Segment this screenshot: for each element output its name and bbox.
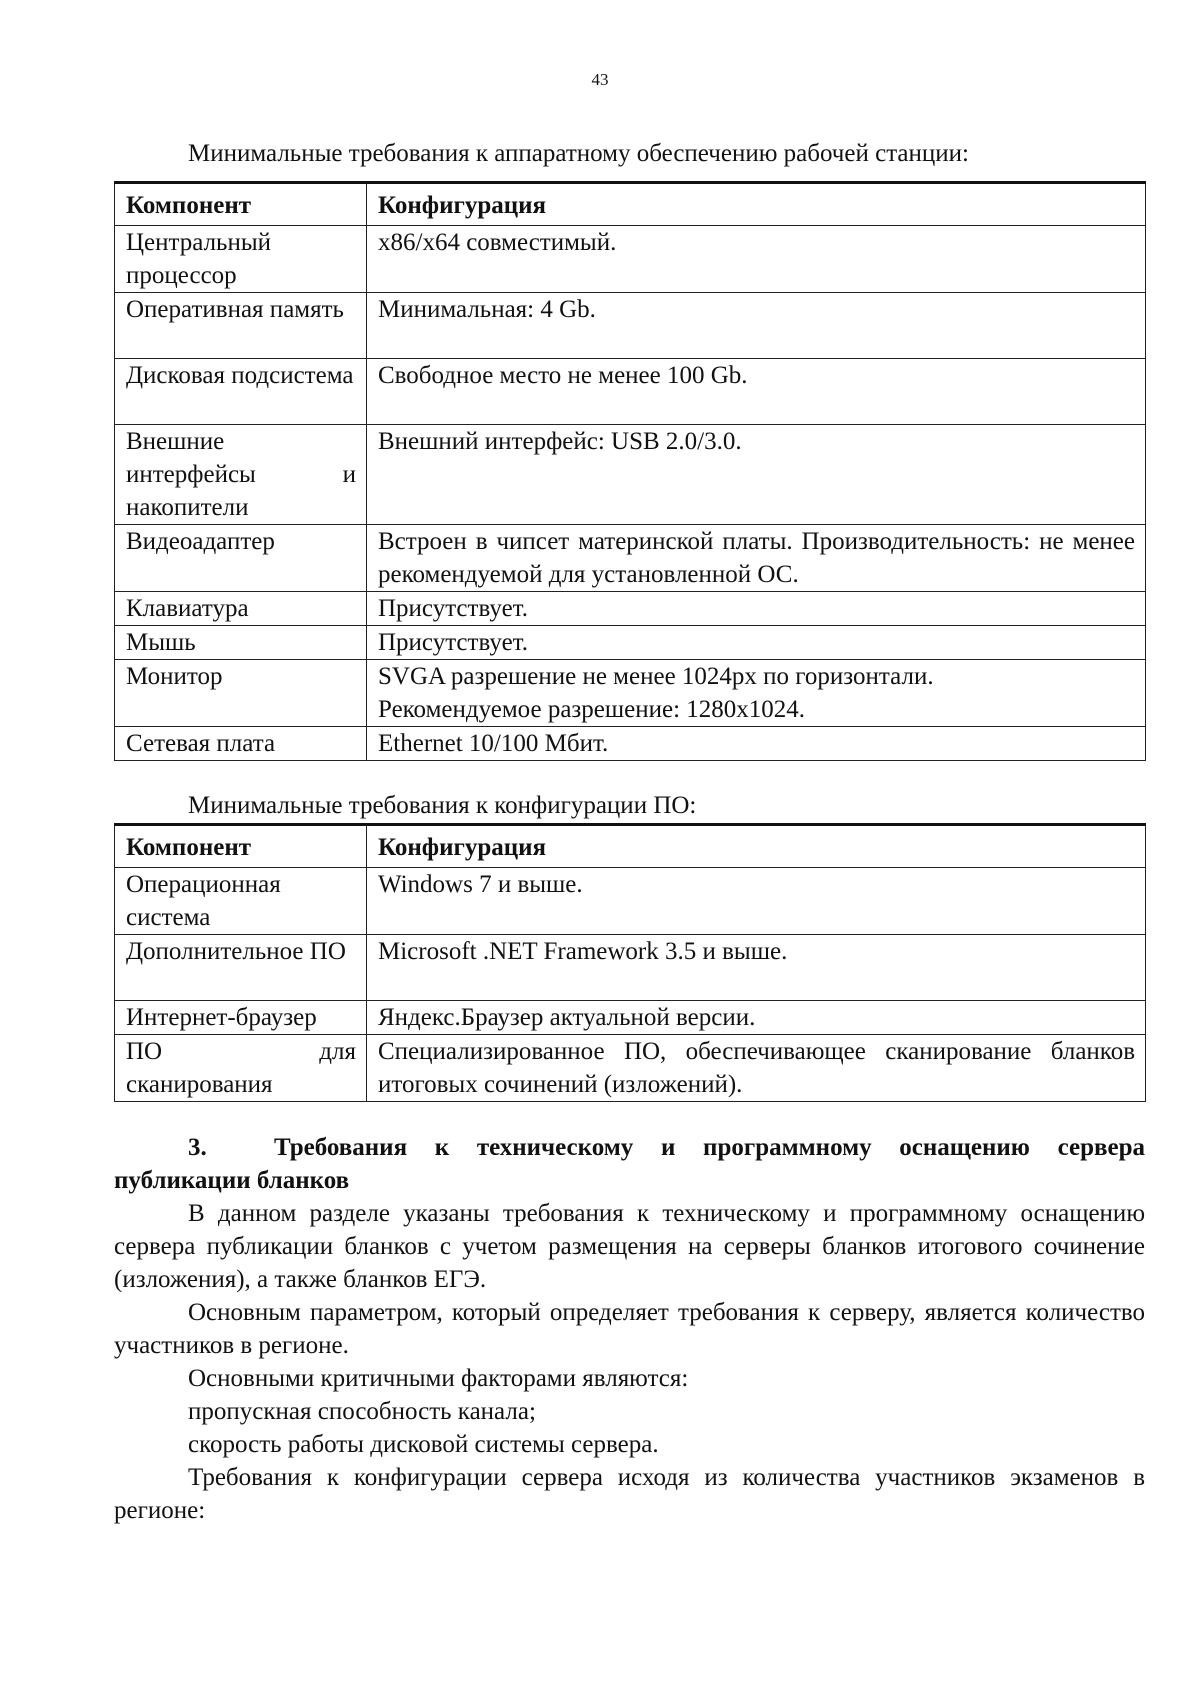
table-row <box>115 1035 1146 1102</box>
section-3 <box>114 1131 1145 1527</box>
table-row <box>115 868 1146 935</box>
table-row <box>115 592 1146 626</box>
table-header-row <box>115 825 1146 868</box>
list-item: скорость работы дисковой системы сервера. <box>188 1431 659 1458</box>
header-configuration: Конфигурация <box>367 825 1146 868</box>
paragraph: В данном разделе указаны требования к техническому и программному оснащению сервера публикации бланков с учетом размещения на серверы бланков итогового сочинение (изложения), а также бланков ЕГЭ. <box>114 1200 1145 1293</box>
row-component: Оперативная память <box>115 293 367 359</box>
table-row <box>115 727 1146 761</box>
row-component: Центральный процессор <box>115 226 367 293</box>
paragraph: Требования к конфигурации сервера исходя из количества участников экзаменов в регионе: <box>114 1464 1145 1524</box>
section-heading <box>114 1131 1145 1197</box>
page-number: 43 <box>591 70 609 89</box>
software-requirements-table <box>114 823 1146 1102</box>
row-component: ПО для сканирования <box>115 1035 367 1102</box>
section-title: Требования к техническому и программному оснащению сервера публикации бланков <box>114 1134 1145 1194</box>
row-component: Внешние интерфейсы и накопители <box>115 425 367 525</box>
hardware-caption: Минимальные требования к аппаратному обеспечению рабочей станции: <box>188 140 969 167</box>
table-row <box>115 626 1146 660</box>
table-row <box>115 226 1146 293</box>
table-header-row <box>115 183 1146 226</box>
row-config: Windows 7 и выше. <box>367 868 1146 935</box>
table-row <box>115 359 1146 425</box>
row-component: Клавиатура <box>115 592 367 626</box>
table-row <box>115 293 1146 359</box>
header-configuration: Конфигурация <box>367 183 1146 226</box>
row-config: Минимальная: 4 Gb. <box>367 293 1146 359</box>
section-number: 3. <box>188 1134 207 1161</box>
row-component: Интернет-браузер <box>115 1001 367 1035</box>
row-config: x86/x64 совместимый. <box>367 226 1146 293</box>
row-config: Присутствует. <box>367 626 1146 660</box>
row-component: Мышь <box>115 626 367 660</box>
row-config: Внешний интерфейс: USB 2.0/3.0. <box>367 425 1146 525</box>
paragraph: Основным параметром, который определяет требования к серверу, является количество участников в регионе. <box>114 1299 1145 1359</box>
table-row <box>115 525 1146 592</box>
hardware-requirements-table <box>114 181 1146 761</box>
table-row <box>115 1001 1146 1035</box>
header-component: Компонент <box>115 825 367 868</box>
table-row <box>115 425 1146 525</box>
list-item: пропускная способность канала; <box>188 1398 536 1425</box>
row-config: Присутствует. <box>367 592 1146 626</box>
row-config: Свободное место не менее 100 Gb. <box>367 359 1146 425</box>
software-caption: Минимальные требования к конфигурации ПО: <box>188 792 697 819</box>
row-component: Монитор <box>115 660 367 727</box>
row-component: Видеоадаптер <box>115 525 367 592</box>
row-config: Специализированное ПО, обеспечивающее сканирование бланков итоговых сочинений (изложений). <box>367 1035 1146 1102</box>
paragraph: Основными критичными факторами являются: <box>188 1365 689 1392</box>
row-config: Встроен в чипсет материнской платы. Производительность: не менее рекомендуемой для установленной ОС. <box>367 525 1146 592</box>
row-component: Операционная система <box>115 868 367 935</box>
row-config: Ethernet 10/100 Мбит. <box>367 727 1146 761</box>
header-component: Компонент <box>115 183 367 226</box>
row-component: Дисковая подсистема <box>115 359 367 425</box>
row-config: Яндекс.Браузер актуальной версии. <box>367 1001 1146 1035</box>
row-component: Сетевая плата <box>115 727 367 761</box>
table-row <box>115 935 1146 1001</box>
table-row <box>115 660 1146 727</box>
row-config: SVGA разрешение не менее 1024px по горизонтали. Рекомендуемое разрешение: 1280x1024. <box>367 660 1146 727</box>
row-config: Microsoft .NET Framework 3.5 и выше. <box>367 935 1146 1001</box>
row-component: Дополнительное ПО <box>115 935 367 1001</box>
